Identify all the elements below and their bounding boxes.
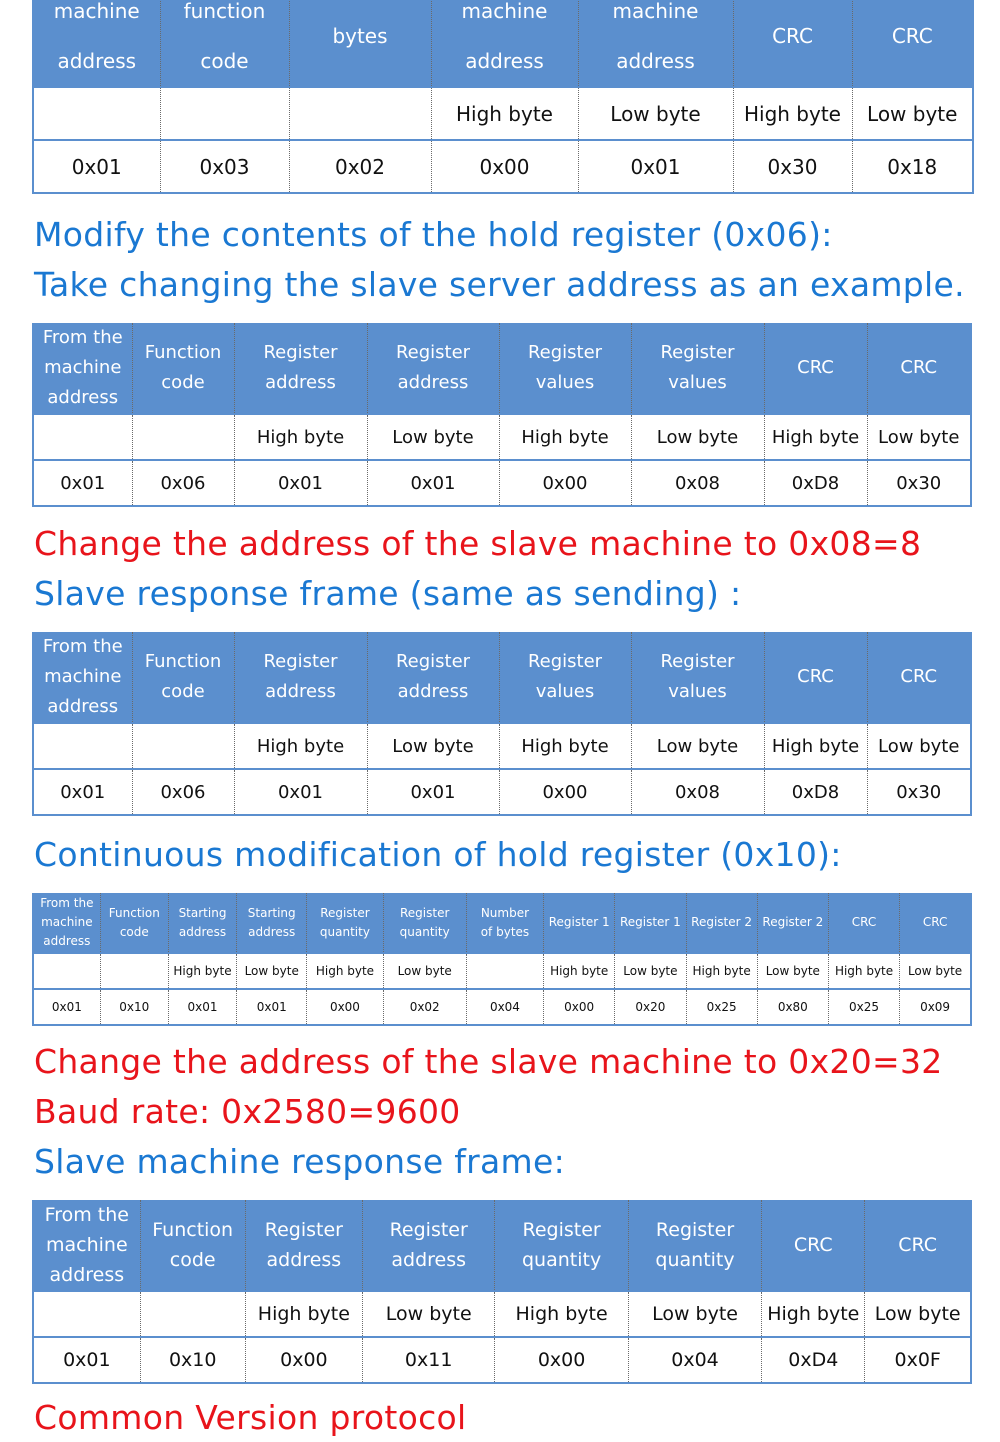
byte-order-row <box>33 953 971 989</box>
header-cell-line: values <box>535 681 595 702</box>
header-cell <box>495 1200 628 1291</box>
header-cell-line: CRC <box>797 666 834 687</box>
header-cell <box>33 893 100 953</box>
byte-order-cell: High byte <box>245 1291 362 1337</box>
byte-order-row <box>33 723 971 769</box>
value-cell: 0x00 <box>499 460 631 506</box>
header-row <box>33 632 971 723</box>
header-row <box>33 0 973 87</box>
byte-order-cell: High byte <box>544 953 615 989</box>
value-cell: 0x00 <box>544 989 615 1025</box>
value-cell: 0x01 <box>234 769 367 815</box>
header-cell <box>383 893 466 953</box>
header-cell-line: function <box>183 0 266 23</box>
header-cell <box>234 323 367 414</box>
byte-order-cell: Low byte <box>900 953 971 989</box>
header-cell-line: machine <box>41 915 93 929</box>
header-cell <box>237 893 307 953</box>
value-cell: 0x30 <box>733 140 852 193</box>
header-cell-line: CRC <box>900 666 938 687</box>
value-cell: 0x02 <box>383 989 466 1025</box>
header-cell <box>615 893 686 953</box>
heading-write-multiple: Continuous modification of hold register (0x10): <box>34 835 842 874</box>
header-cell-line: From the <box>42 327 123 348</box>
byte-order-cell: Low byte <box>237 953 307 989</box>
header-cell-line: Register <box>399 905 450 920</box>
header-row <box>33 893 971 953</box>
byte-order-cell <box>132 723 234 769</box>
byte-order-cell: High byte <box>431 87 578 140</box>
header-cell-line: Register 1 <box>548 915 610 929</box>
header-cell <box>733 0 852 87</box>
header-cell-line: values <box>668 372 727 393</box>
value-cell: 0x25 <box>828 989 899 1025</box>
header-cell-line: quantity <box>655 1249 735 1271</box>
header-cell-line: values <box>668 681 727 702</box>
header-cell <box>544 893 615 953</box>
header-cell-line: machine <box>53 0 140 23</box>
byte-order-cell <box>33 1291 140 1337</box>
header-cell-line: Register <box>527 342 603 363</box>
heading-write-single-line1: Modify the contents of the hold register (0x06): <box>34 215 833 254</box>
header-cell-line: address <box>397 681 469 702</box>
value-cell: 0x00 <box>499 769 631 815</box>
header-cell-line: code <box>161 681 205 702</box>
header-cell-line: CRC <box>772 24 813 48</box>
header-cell-line: Register <box>395 342 471 363</box>
header-cell <box>828 893 899 953</box>
byte-order-cell: Low byte <box>867 723 971 769</box>
header-cell-line: Function <box>144 651 222 672</box>
byte-order-cell: Low byte <box>367 723 499 769</box>
header-cell-line: Register 2 <box>762 915 824 929</box>
header-cell-line: address <box>47 696 119 717</box>
byte-order-cell: High byte <box>733 87 852 140</box>
header-cell-line: Function <box>152 1219 234 1241</box>
value-cell: 0x10 <box>140 1337 245 1383</box>
header-cell-line: address <box>248 924 296 939</box>
header-cell-line: machine <box>44 357 122 378</box>
byte-order-cell <box>33 723 132 769</box>
value-cell: 0x18 <box>852 140 973 193</box>
byte-order-cell: Low byte <box>367 414 499 460</box>
header-cell-line: code <box>200 49 249 73</box>
value-cell: 0xD8 <box>764 769 867 815</box>
header-cell <box>245 1200 362 1291</box>
header-cell-line: Function <box>108 905 160 920</box>
header-cell <box>499 323 631 414</box>
heading-write-single-line2: Take changing the slave server address as an example. <box>34 265 965 304</box>
byte-order-row <box>33 1291 971 1337</box>
note-multi-change-1: Change the address of the slave machine to 0x20=32 <box>34 1042 943 1081</box>
value-cell: 0x01 <box>578 140 733 193</box>
value-cell: 0x01 <box>33 989 100 1025</box>
header-cell <box>686 893 757 953</box>
byte-order-cell: Low byte <box>383 953 466 989</box>
byte-order-cell <box>132 414 234 460</box>
header-cell-line: address <box>178 924 227 939</box>
value-cell: 0x03 <box>160 140 289 193</box>
value-row <box>33 140 973 193</box>
header-cell <box>628 1200 761 1291</box>
header-cell <box>431 0 578 87</box>
value-cell: 0x01 <box>33 769 132 815</box>
header-cell-line: address <box>265 681 336 702</box>
byte-order-cell: Low byte <box>865 1291 971 1337</box>
value-cell: 0x08 <box>631 769 764 815</box>
header-cell-line: CRC <box>891 24 933 48</box>
header-cell <box>367 632 499 723</box>
header-cell-line: of bytes <box>480 924 530 939</box>
header-cell-line: bytes <box>332 24 388 48</box>
header-cell <box>33 632 132 723</box>
value-cell: 0x01 <box>367 769 499 815</box>
byte-order-cell: High byte <box>762 1291 865 1337</box>
header-cell <box>289 0 431 87</box>
value-cell: 0x00 <box>495 1337 628 1383</box>
header-cell-line: Register <box>264 1219 343 1241</box>
byte-order-cell <box>100 953 168 989</box>
value-cell: 0x04 <box>628 1337 761 1383</box>
value-row <box>33 460 971 506</box>
byte-order-cell: High byte <box>168 953 236 989</box>
header-cell-line: code <box>119 924 149 939</box>
header-cell <box>168 893 236 953</box>
header-cell-line: Register <box>395 651 471 672</box>
value-cell: 0x0F <box>865 1337 971 1383</box>
byte-order-cell: High byte <box>234 723 367 769</box>
value-row <box>33 769 971 815</box>
value-cell: 0x01 <box>33 460 132 506</box>
header-cell-line: address <box>43 934 91 948</box>
value-cell: 0x02 <box>289 140 431 193</box>
byte-order-cell: Low byte <box>867 414 971 460</box>
header-cell-line: Number <box>480 905 530 920</box>
header-cell-line: address <box>266 1249 342 1271</box>
note-multi-change-2: Baud rate: 0x2580=9600 <box>34 1092 461 1131</box>
heading-multi-response: Slave machine response frame: <box>34 1142 566 1181</box>
byte-order-cell <box>466 953 543 989</box>
header-cell-line: Function <box>144 342 222 363</box>
byte-order-cell <box>160 87 289 140</box>
value-cell: 0x30 <box>867 769 971 815</box>
value-cell: 0x01 <box>168 989 236 1025</box>
write-single-request-table <box>32 323 972 507</box>
header-cell-line: machine <box>461 0 548 23</box>
header-cell-line: Register <box>660 342 735 363</box>
header-cell-line: address <box>57 49 137 73</box>
byte-order-cell: Low byte <box>628 1291 761 1337</box>
header-cell-line: Register 2 <box>691 915 753 929</box>
header-cell <box>762 1200 865 1291</box>
header-cell-line: CRC <box>793 1234 833 1256</box>
byte-order-cell: High byte <box>234 414 367 460</box>
header-cell-line: CRC <box>851 915 877 929</box>
heading-single-response: Slave response frame (same as sending) : <box>34 574 742 613</box>
header-cell-line: From the <box>42 636 123 657</box>
note-single-change: Change the address of the slave machine to 0x08=8 <box>34 524 922 563</box>
header-cell <box>362 1200 494 1291</box>
header-cell-line: address <box>616 49 695 73</box>
header-cell-line: code <box>161 372 205 393</box>
write-multiple-request-table <box>32 893 972 1026</box>
header-cell <box>466 893 543 953</box>
value-cell: 0x01 <box>33 1337 140 1383</box>
header-cell-line: address <box>465 49 544 73</box>
value-cell: 0x01 <box>237 989 307 1025</box>
header-cell <box>764 323 867 414</box>
byte-order-cell <box>289 87 431 140</box>
write-single-response-table <box>32 632 972 816</box>
header-cell-line: address <box>49 1264 125 1286</box>
value-row <box>33 1337 971 1383</box>
header-cell-line: Register <box>389 1219 468 1241</box>
value-row <box>33 989 971 1025</box>
header-cell-line: Register <box>263 651 338 672</box>
value-cell: 0xD4 <box>762 1337 865 1383</box>
header-cell-line: values <box>535 372 595 393</box>
header-cell-line: CRC <box>898 1234 938 1256</box>
header-cell-line: code <box>169 1249 216 1271</box>
value-cell: 0xD8 <box>764 460 867 506</box>
value-cell: 0x00 <box>431 140 578 193</box>
header-cell-line: CRC <box>797 357 834 378</box>
header-cell <box>100 893 168 953</box>
write-multiple-response-table <box>32 1200 972 1384</box>
value-cell: 0x10 <box>100 989 168 1025</box>
header-cell-line: address <box>47 387 119 408</box>
header-cell-line: Register <box>655 1219 735 1241</box>
byte-order-cell: Low byte <box>757 953 828 989</box>
header-cell <box>160 0 289 87</box>
byte-order-cell: Low byte <box>631 723 764 769</box>
header-row <box>33 323 971 414</box>
header-cell <box>631 632 764 723</box>
header-cell <box>578 0 733 87</box>
header-cell-line: Register <box>522 1219 601 1241</box>
footer-heading: Common Version protocol <box>34 1398 467 1437</box>
header-cell-line: address <box>391 1249 467 1271</box>
read-response-table <box>32 0 974 194</box>
value-cell: 0x09 <box>900 989 971 1025</box>
value-cell: 0x11 <box>362 1337 494 1383</box>
byte-order-cell: High byte <box>764 723 867 769</box>
byte-order-cell: High byte <box>686 953 757 989</box>
value-cell: 0x20 <box>615 989 686 1025</box>
header-cell <box>307 893 383 953</box>
header-cell-line: Register <box>320 905 370 920</box>
byte-order-cell <box>33 953 100 989</box>
header-cell <box>852 0 973 87</box>
value-cell: 0x00 <box>245 1337 362 1383</box>
header-cell-line: address <box>265 372 336 393</box>
value-cell: 0x00 <box>307 989 383 1025</box>
header-cell <box>499 632 631 723</box>
header-cell-line: Register <box>660 651 735 672</box>
header-cell-line: CRC <box>922 915 948 929</box>
header-cell-line: From the <box>44 1204 129 1226</box>
header-cell-line: Register <box>527 651 603 672</box>
byte-order-cell: High byte <box>499 723 631 769</box>
byte-order-cell: High byte <box>307 953 383 989</box>
byte-order-cell: Low byte <box>852 87 973 140</box>
header-cell-line: Register <box>263 342 338 363</box>
header-cell <box>764 632 867 723</box>
header-cell-line: machine <box>44 666 122 687</box>
header-cell <box>367 323 499 414</box>
header-cell-line: quantity <box>521 1249 602 1271</box>
value-cell: 0x80 <box>757 989 828 1025</box>
byte-order-cell: Low byte <box>631 414 764 460</box>
header-cell <box>234 632 367 723</box>
header-cell <box>900 893 971 953</box>
header-cell <box>867 323 971 414</box>
value-cell: 0x25 <box>686 989 757 1025</box>
byte-order-cell: Low byte <box>578 87 733 140</box>
value-cell: 0x06 <box>132 769 234 815</box>
header-cell <box>33 1200 140 1291</box>
header-cell-line: machine <box>612 0 699 23</box>
byte-order-cell: High byte <box>499 414 631 460</box>
header-cell <box>132 632 234 723</box>
header-cell <box>757 893 828 953</box>
header-cell-line: Register 1 <box>619 915 681 929</box>
header-cell-line: From the <box>40 896 94 910</box>
header-cell <box>631 323 764 414</box>
byte-order-cell: Low byte <box>615 953 686 989</box>
value-cell: 0x01 <box>33 140 160 193</box>
header-cell <box>33 323 132 414</box>
value-cell: 0x06 <box>132 460 234 506</box>
header-cell-line: CRC <box>900 357 938 378</box>
value-cell: 0x08 <box>631 460 764 506</box>
value-cell: 0x04 <box>466 989 543 1025</box>
header-cell <box>865 1200 971 1291</box>
byte-order-row <box>33 87 973 140</box>
header-cell-line: address <box>397 372 469 393</box>
byte-order-cell: High byte <box>764 414 867 460</box>
value-cell: 0x30 <box>867 460 971 506</box>
byte-order-cell <box>33 414 132 460</box>
header-row <box>33 1200 971 1291</box>
header-cell-line: Starting <box>178 905 227 920</box>
byte-order-cell <box>33 87 160 140</box>
byte-order-cell: Low byte <box>362 1291 494 1337</box>
header-cell-line: machine <box>45 1234 128 1256</box>
header-cell <box>867 632 971 723</box>
header-cell <box>140 1200 245 1291</box>
header-cell-line: quantity <box>319 924 370 939</box>
byte-order-cell: High byte <box>495 1291 628 1337</box>
byte-order-cell <box>140 1291 245 1337</box>
header-cell-line: Starting <box>247 905 296 920</box>
header-cell-line: quantity <box>399 924 450 939</box>
header-cell <box>33 0 160 87</box>
header-cell <box>132 323 234 414</box>
value-cell: 0x01 <box>234 460 367 506</box>
value-cell: 0x01 <box>367 460 499 506</box>
byte-order-row <box>33 414 971 460</box>
byte-order-cell: High byte <box>828 953 899 989</box>
